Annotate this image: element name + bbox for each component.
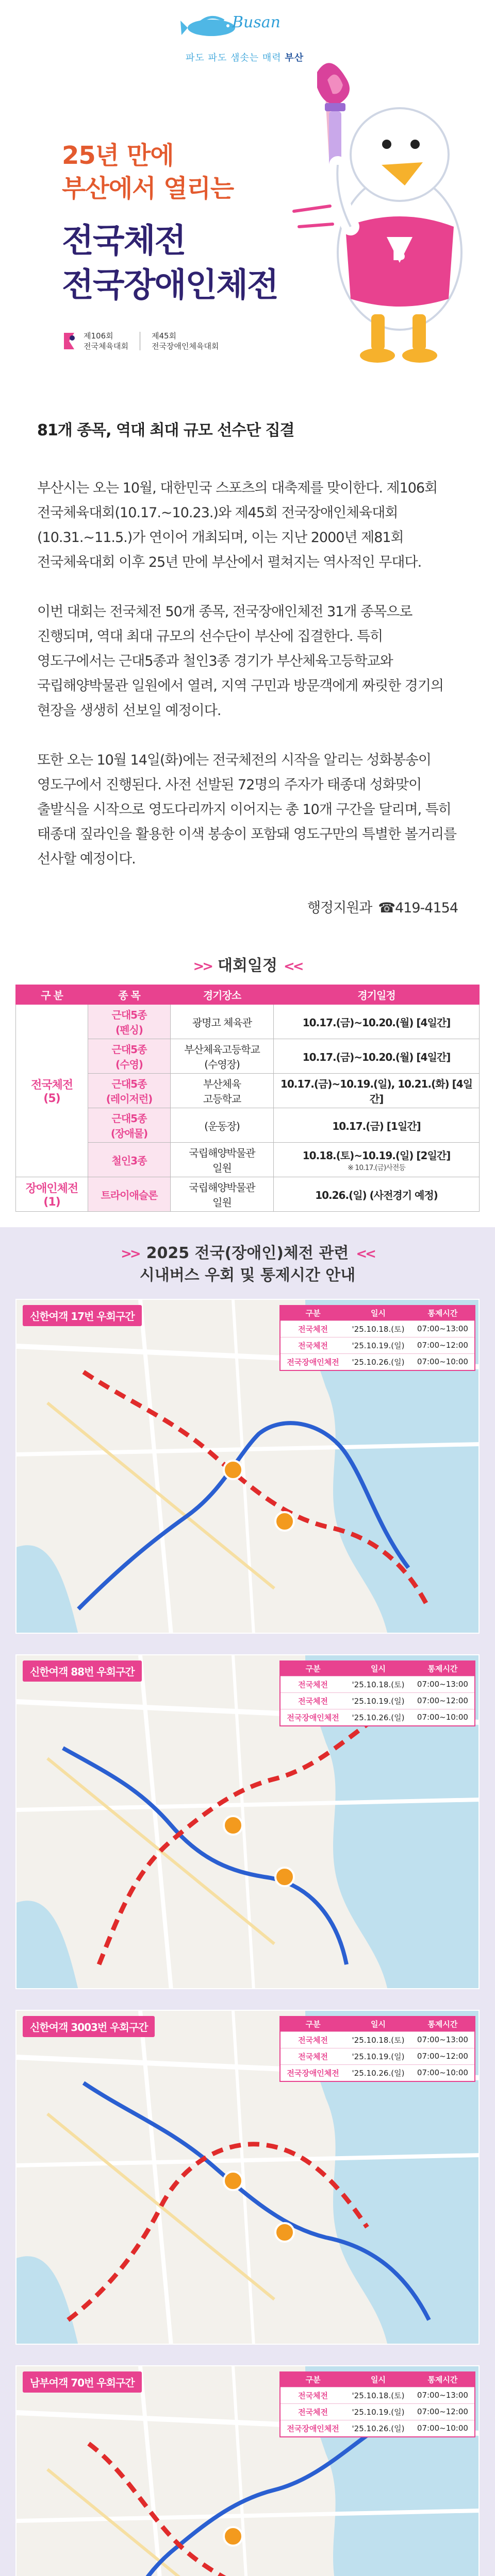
- arrows-left-icon: >>: [193, 959, 212, 974]
- category-cell: 전국체전 (5): [16, 1005, 88, 1177]
- table-row: [280, 2031, 474, 2048]
- bus-detour-title: >> 2025 전국(장애인)체전 관련 << 시내버스 우회 및 통제시간 안내: [121, 1244, 374, 1284]
- event-cell: 근대5종 (펜싱): [88, 1005, 171, 1039]
- event-cell: 전국체전: [280, 1692, 345, 1709]
- col-header: 일시: [345, 2017, 411, 2031]
- date-cell: 10.17.(금)~10.20.(월) [4일간]: [274, 1039, 480, 1074]
- time-cell: 07:00~13:00: [411, 2031, 474, 2048]
- table-row: [280, 2064, 474, 2081]
- table-row: [280, 1692, 474, 1709]
- hero-title: 전국체전 전국장애인체전: [62, 222, 278, 304]
- time-cell: 07:00~10:00: [411, 2064, 474, 2081]
- event-cell: 전국장애인체전: [280, 2420, 345, 2436]
- venue-cell: 부산체육 고등학교: [171, 1074, 274, 1108]
- hero-banner: [0, 0, 495, 392]
- arrows-right-icon: <<: [356, 1246, 374, 1262]
- detour-map-card: [15, 1654, 480, 1989]
- time-cell: 07:00~12:00: [411, 2403, 474, 2420]
- arrows-left-icon: >>: [121, 1246, 139, 1262]
- map-list: [15, 1299, 480, 2576]
- article-body: [0, 392, 495, 917]
- venue-cell: 국립해양박물관 일원: [171, 1143, 274, 1177]
- host1-line2: 전국체육대회: [84, 342, 128, 351]
- event-cell: 전국체전: [280, 1676, 345, 1692]
- col-header: 구 분: [16, 985, 88, 1005]
- schedule-table: [15, 985, 480, 1212]
- logo-script: Busan: [232, 13, 280, 31]
- event-cell: 근대5종 (장애물): [88, 1108, 171, 1143]
- col-header: 경기장소: [171, 985, 274, 1005]
- event-cell: 전국체전: [280, 1337, 345, 1353]
- category-cell: 장애인체전 (1): [16, 1177, 88, 1212]
- table-row: [16, 1005, 480, 1039]
- article-headline: 81개 종목, 역대 최대 규모 선수단 집결: [37, 421, 294, 439]
- time-cell: 07:00~13:00: [411, 1320, 474, 1337]
- date-cell: '25.10.19.(일): [345, 2048, 411, 2064]
- route-label: 신한여객 3003번 우회구간: [23, 2016, 155, 2037]
- control-time-box: [279, 2016, 475, 2082]
- route-label: 신한여객 17번 우회구간: [23, 1305, 142, 1326]
- detour-map-card: [15, 2365, 480, 2576]
- event-cell: 전국장애인체전: [280, 1709, 345, 1725]
- table-row: [280, 1353, 474, 1370]
- arrows-right-icon: <<: [283, 959, 302, 974]
- event-cell: 근대5종 (수영): [88, 1039, 171, 1074]
- table-row: [280, 2387, 474, 2403]
- date-cell: '25.10.18.(토): [345, 1676, 411, 1692]
- venue-cell: 부산체육고등학교 (수영장): [171, 1039, 274, 1074]
- event-cell: 근대5종 (레이저런): [88, 1074, 171, 1108]
- table-row: [280, 2420, 474, 2436]
- date-cell: '25.10.19.(일): [345, 1692, 411, 1709]
- contact-phone: ☎419-4154: [378, 900, 458, 916]
- contact-department: 행정지원과: [307, 900, 372, 916]
- paragraph-1: 부산시는 오는 10월, 대한민국 스포츠의 대축제를 맞이한다. 제106회 전국체육대회(10.17.~10.23.)와 제45회 전국장애인체육대회(10.31.~11.5.)가 연이어 개최되며, 이는 지난 2000년 제81회 전국체육대회 이후 25년 만에 부산에서 펼쳐지는 역사적인 무대다.: [37, 480, 438, 570]
- busan-emblem-icon: [62, 331, 77, 351]
- date-cell: '25.10.18.(토): [345, 2387, 411, 2403]
- event-cell: 트라이애슬론: [88, 1177, 171, 1212]
- col-header: 구분: [280, 2017, 345, 2031]
- detour-map-card: [15, 2010, 480, 2345]
- venue-cell: (운동장): [171, 1108, 274, 1143]
- event-cell: 철인3종: [88, 1143, 171, 1177]
- event-cell: 전국체전: [280, 2048, 345, 2064]
- col-header: 일시: [345, 1662, 411, 1676]
- col-header: 통제시간: [411, 1662, 474, 1676]
- date-cell: '25.10.26.(일): [345, 1709, 411, 1725]
- table-row: [280, 1709, 474, 1725]
- detour-map-card: [15, 1299, 480, 1634]
- time-cell: 07:00~12:00: [411, 2048, 474, 2064]
- event-cell: 전국체전: [280, 1320, 345, 1337]
- date-cell: 10.17.(금) [1일간]: [274, 1108, 480, 1143]
- logo-slogan: 파도 파도 샘솟는 매력 부산: [186, 53, 304, 63]
- time-cell: 07:00~10:00: [411, 1353, 474, 1370]
- route-label: 신한여객 88번 우회구간: [23, 1660, 142, 1682]
- event-cell: 전국체전: [280, 2403, 345, 2420]
- bus-detour-section: [0, 1227, 495, 2576]
- date-cell: 10.17.(금)~10.19.(일), 10.21.(화) [4일간]: [274, 1074, 480, 1108]
- schedule-section: [0, 947, 495, 1212]
- date-cell: '25.10.19.(일): [345, 1337, 411, 1353]
- col-header: 경기일정: [274, 985, 480, 1005]
- date-cell: 10.18.(토)~10.19.(일) [2일간] ※ 10.17.(금)사전등: [274, 1143, 480, 1177]
- hero-subtitle: 25년 만에 부산에서 열리는: [62, 141, 234, 203]
- control-time-box: [279, 1305, 475, 1371]
- table-row: [280, 1320, 474, 1337]
- col-header: 구분: [280, 1306, 345, 1320]
- paragraph-3: 또한 오는 10월 14일(화)에는 전국체전의 시작을 알리는 성화봉송이 영도구에서 진행된다. 사전 선발된 72명의 주자가 태종대 성화맞이 출발식을 시작으로 영도다리까지 이어지는 총 10개 구간을 달리며, 특히 태종대 짚라인을 활용한 이색 봉송이 포함돼 영도구만의 특별한 볼거리를 선사할 예정이다.: [37, 752, 457, 867]
- date-cell: 10.26.(일) (사전경기 예정): [274, 1177, 480, 1212]
- time-cell: 07:00~10:00: [411, 1709, 474, 1725]
- contact-info: [37, 896, 458, 917]
- time-cell: 07:00~13:00: [411, 2387, 474, 2403]
- svg-text:B: B: [392, 244, 406, 265]
- col-header: 종 목: [88, 985, 171, 1005]
- schedule-title: >> 대회일정 <<: [193, 957, 302, 975]
- col-header: 일시: [345, 1306, 411, 1320]
- table-row: [280, 1337, 474, 1353]
- date-cell: '25.10.26.(일): [345, 2420, 411, 2436]
- table-row: [280, 1676, 474, 1692]
- host1-line1: 제106회: [84, 331, 113, 341]
- route-label: 남부여객 70번 우회구간: [23, 2371, 142, 2393]
- host2-line2: 전국장애인체육대회: [151, 342, 219, 351]
- col-header: 구분: [280, 1662, 345, 1676]
- col-header: 통제시간: [411, 2372, 474, 2387]
- time-cell: 07:00~12:00: [411, 1337, 474, 1353]
- event-cell: 전국장애인체전: [280, 2064, 345, 2081]
- date-note: ※ 10.17.(금)사전등: [348, 1163, 405, 1172]
- col-header: 일시: [345, 2372, 411, 2387]
- host-logos: [62, 326, 219, 357]
- host2-line1: 제45회: [151, 331, 177, 341]
- table-row: [16, 1177, 480, 1212]
- control-time-box: [279, 2371, 475, 2437]
- date-cell: '25.10.26.(일): [345, 1353, 411, 1370]
- col-header: 구분: [280, 2372, 345, 2387]
- date-cell: '25.10.19.(일): [345, 2403, 411, 2420]
- event-cell: 전국체전: [280, 2031, 345, 2048]
- mascot-seagull-illustration: [289, 57, 474, 376]
- event-cell: 전국장애인체전: [280, 1353, 345, 1370]
- date-cell: '25.10.18.(토): [345, 1320, 411, 1337]
- date-cell: 10.17.(금)~10.20.(월) [4일간]: [274, 1005, 480, 1039]
- control-time-box: [279, 1660, 475, 1726]
- time-cell: 07:00~12:00: [411, 1692, 474, 1709]
- venue-cell: 광명고 체육관: [171, 1005, 274, 1039]
- venue-cell: 국립해양박물관 일원: [171, 1177, 274, 1212]
- col-header: 통제시간: [411, 1306, 474, 1320]
- date-cell: '25.10.26.(일): [345, 2064, 411, 2081]
- event-cell: 전국체전: [280, 2387, 345, 2403]
- date-cell: '25.10.18.(토): [345, 2031, 411, 2048]
- table-row: [280, 2403, 474, 2420]
- time-cell: 07:00~13:00: [411, 1676, 474, 1692]
- time-cell: 07:00~10:00: [411, 2420, 474, 2436]
- paragraph-2: 이번 대회는 전국체전 50개 종목, 전국장애인체전 31개 종목으로 진행되며, 역대 최대 규모의 선수단이 부산에 집결한다. 특히 영도구에서는 근대5종과 철인3종 경기가 부산체육고등학교와 국립해양박물관 일원에서 열려, 지역 구민과 방문객에게 짜릿한 경기의 현장을 생생히 선보일 예정이다.: [37, 604, 444, 719]
- col-header: 통제시간: [411, 2017, 474, 2031]
- table-row: [280, 2048, 474, 2064]
